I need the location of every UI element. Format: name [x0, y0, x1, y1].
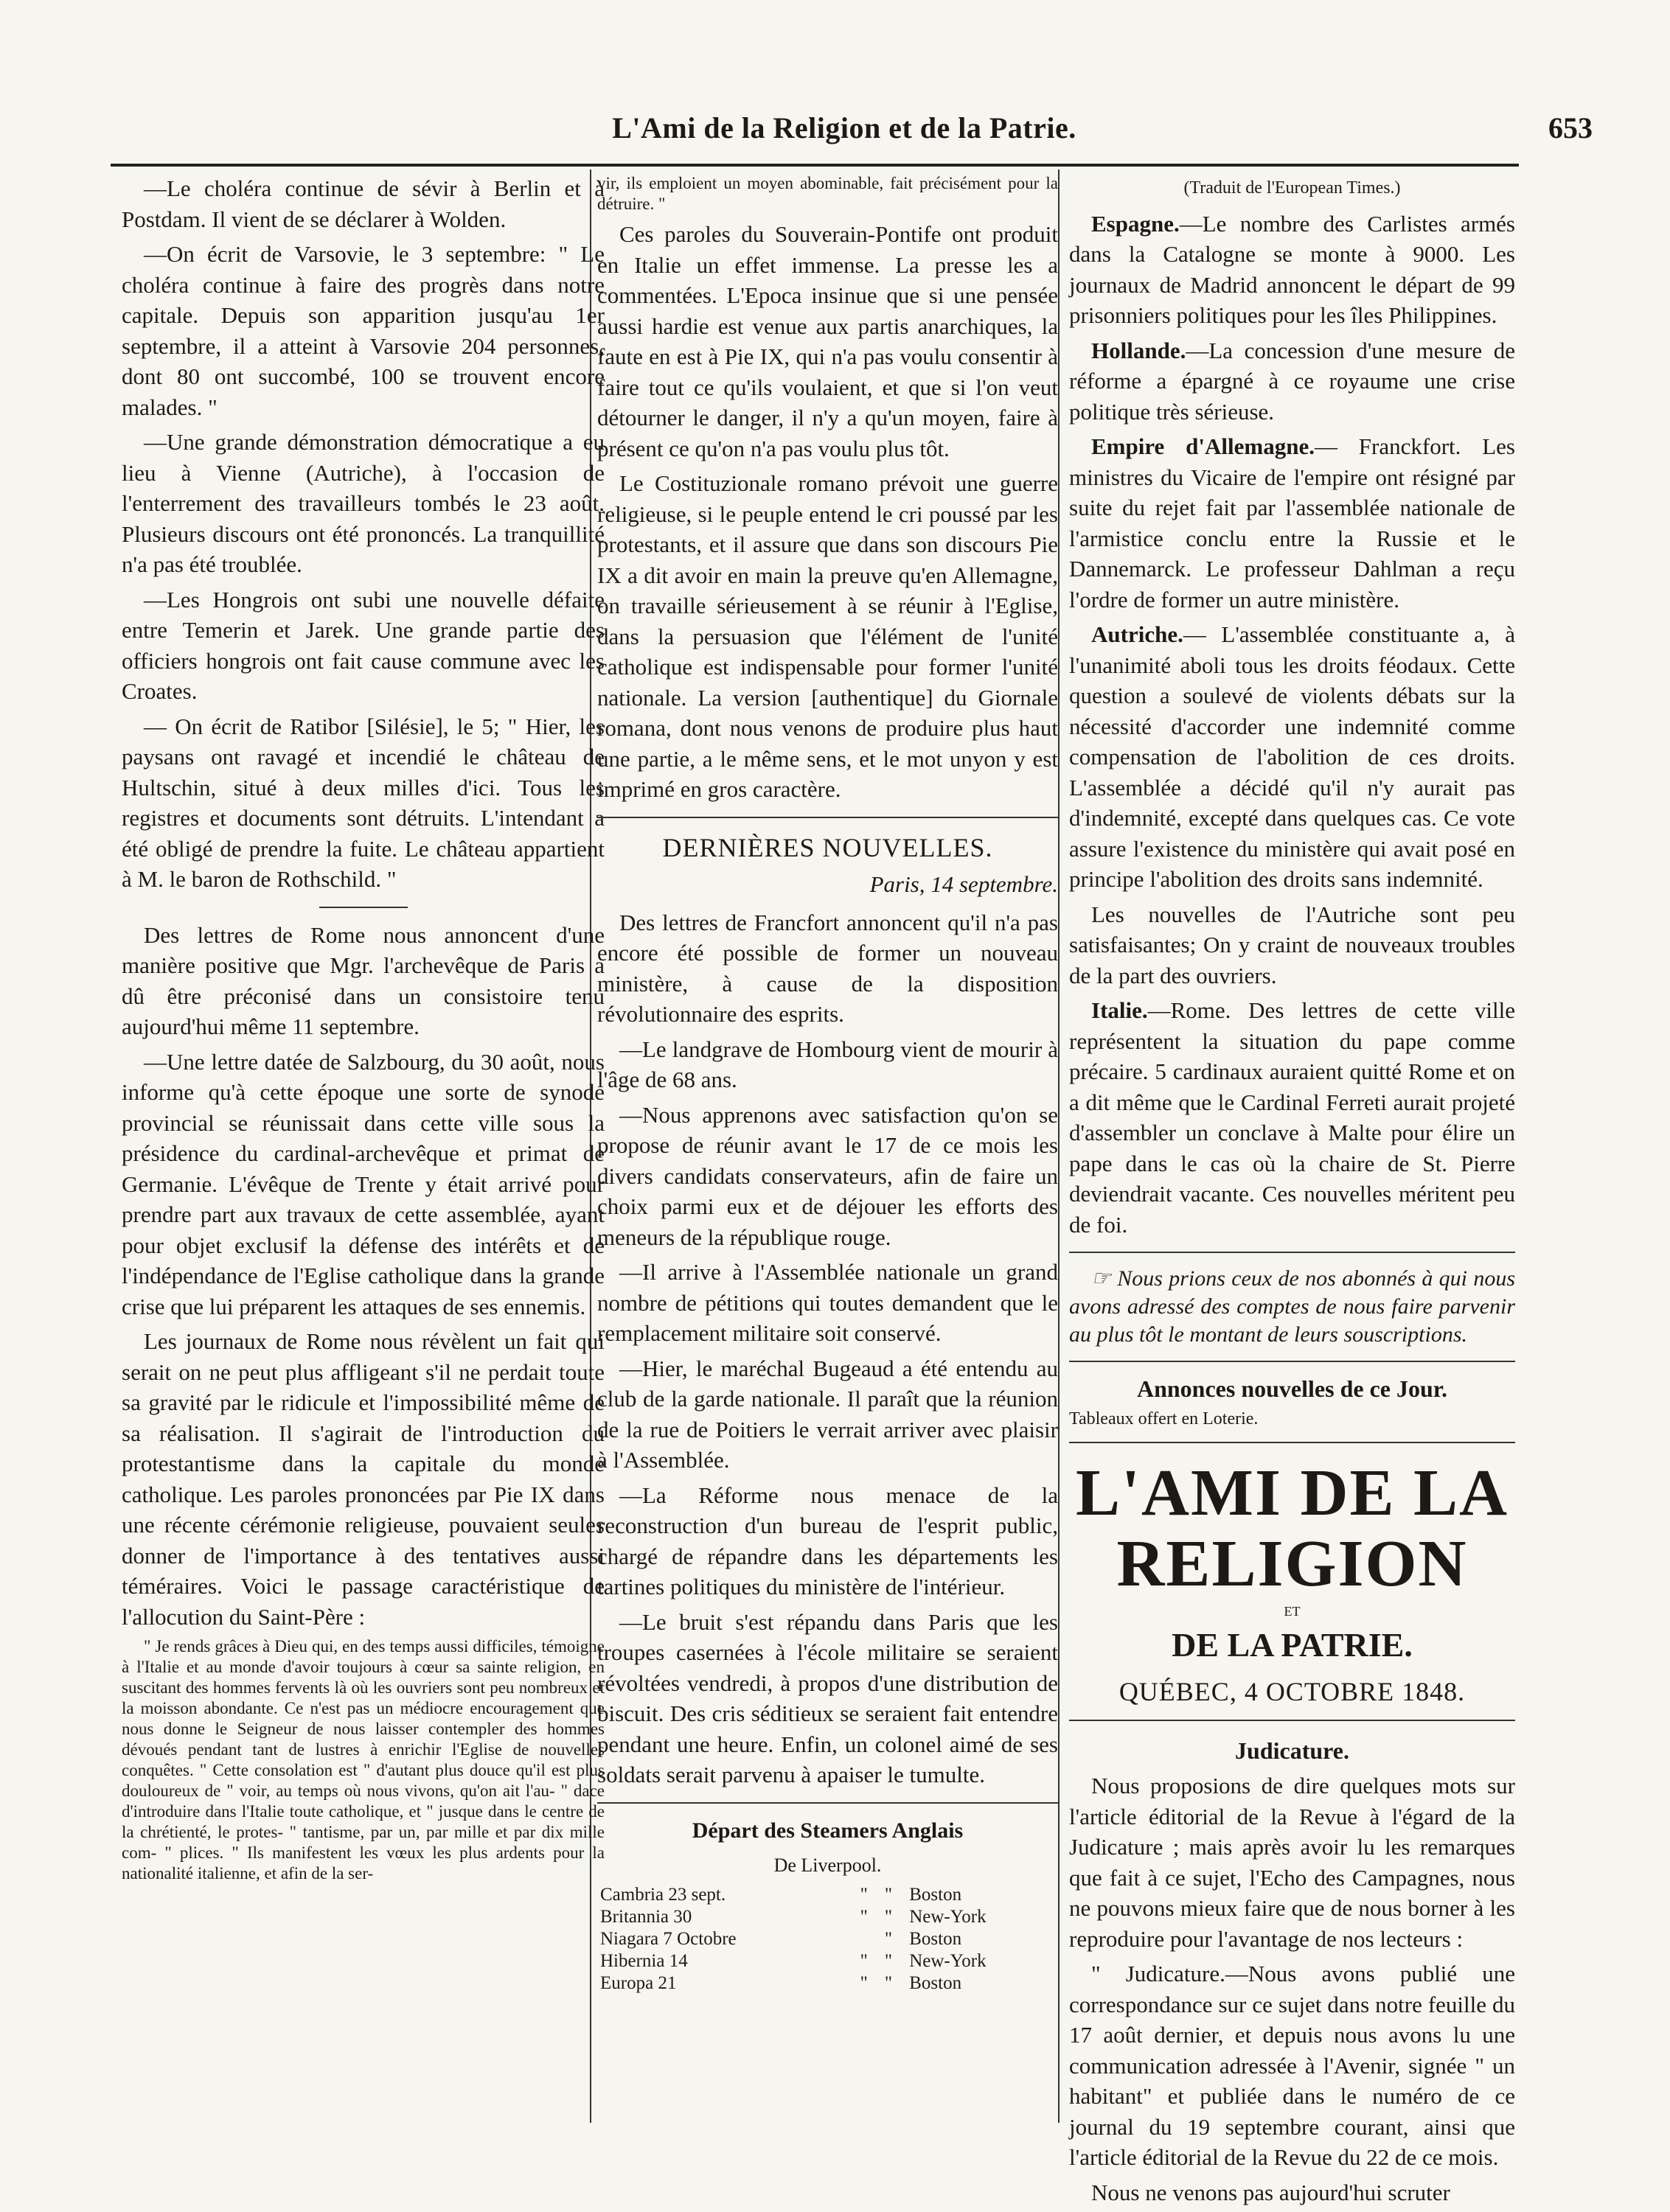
news-text: — Franckfort. Les ministres du Vicaire de l'empire ont résigné par suite du rejet fait par l'assemblée nationale de l'armistice conclu entre la Russie et le Dannemarck. Le professeur Dahlman a reçu l'ordre de former un autre ministère.: [1069, 433, 1515, 613]
source-note: (Traduit de l'European Times.): [1183, 178, 1401, 198]
steamer-mark2: ": [884, 1972, 893, 1993]
article-paragraph: Des lettres de Francfort annoncent qu'il n'a pas encore été possible de former un nouveau ministère, à cause de la disposition révolutionnaire des esprits.: [597, 909, 1058, 1027]
steamer-ship: Cambria 23 sept.: [600, 1884, 726, 1905]
article-paragraph: " Judicature.—Nous avons publié une correspondance sur ce sujet dans notre feuille du 17 août dernier, et depuis nous avons lu une communication adressée à l'Avenir, signée " un habitant" et publiée dans le numéro de ce journal du 19 septembre courant, ainsi que l'article éditorial de la Revue du 22 de ce mois.: [1069, 1961, 1515, 2170]
news-item: [1069, 335, 1515, 428]
running-title: L'Ami de la Religion et de la Patrie.: [612, 111, 1076, 144]
steamer-mark2: ": [884, 1884, 893, 1905]
article-paragraph: —La Réforme nous menace de la reconstruction d'un bureau de l'esprit public, chargé de répandre dans les départements les tartines politiques du ministère de l'intérieur.: [597, 1482, 1058, 1599]
steamer-ship: Europa 21: [600, 1972, 677, 1993]
news-item: [1069, 995, 1515, 1240]
page-number: 653: [1548, 111, 1593, 144]
divider: [319, 907, 408, 908]
steamer-mark1: ": [860, 1950, 868, 1971]
steamer-row: [597, 1928, 1058, 1950]
article-paragraph: —Le choléra continue de sévir à Berlin et à Postdam. Il vient de se déclarer à Wolden.: [122, 175, 605, 232]
section-title: Judicature.: [1235, 1737, 1349, 1764]
divider: [1069, 1361, 1515, 1362]
article-paragraph: Nous ne venons pas aujourd'hui scruter: [1091, 2179, 1450, 2205]
news-item: [1069, 619, 1515, 895]
divider: [597, 1802, 1058, 1804]
steamer-row: [597, 1972, 1058, 1995]
steamer-mark1: ": [860, 1906, 868, 1927]
masthead-conjunction: ET: [1284, 1603, 1301, 1619]
steamer-ship: Niagara 7 Octobre: [600, 1928, 737, 1949]
steamers-table: [597, 1884, 1058, 1995]
notice-text: Nous prions ceux de nos abonnés à qui nous avons adressé des comptes de nous faire parvenir au plus tôt le montant de leurs souscriptions.: [1069, 1266, 1515, 1347]
steamers-subtitle: De Liverpool.: [773, 1855, 882, 1876]
steamer-ship: Britannia 30: [600, 1906, 692, 1927]
article-paragraph: Ces paroles du Souverain-Pontife ont produit en Italie un effet immense. La presse les a commentées. L'Epoca insinue que si une pensée aussi hardie est venue aux partis anarchiques, la faute en est à Pie IX, qui n'a pas voulu consentir à faire tout ce qu'ils voulaient, et que si l'on veut détourner le danger, il n'y a qu'un moyen, faire à présent ce qu'on n'a pas voulu plus tôt.: [597, 221, 1058, 461]
country-heading: Espagne.: [1091, 210, 1180, 237]
subscriber-notice: [1069, 1265, 1515, 1349]
steamer-mark1: ": [860, 1972, 868, 1993]
news-text: —Rome. Des lettres de cette ville représentent la situation du pape comme précaire. 5 cardinaux auraient quitté Rome et on a dit même que le Cardinal Ferreti aurait projeté d'assembler un conclave à Malte pour élire un pape dans le cas où la chaire de St. Pierre deviendrait vacante. Ces nouvelles méritent peu de foi.: [1069, 997, 1515, 1238]
masthead-subtitle: DE LA PATRIE.: [1172, 1626, 1413, 1664]
announcement-item: Tableaux offert en Loterie.: [1069, 1409, 1259, 1428]
article-paragraph: Des lettres de Rome nous annoncent d'une manière positive que Mgr. l'archevêque de Paris a dû être préconisé dans un consistoire tenu aujourd'hui même 11 septembre.: [122, 921, 605, 1039]
divider: [1069, 1252, 1515, 1253]
article-paragraph: —Il arrive à l'Assemblée nationale un grand nombre de pétitions qui toutes demandent que le remplacement militaire soit conservé.: [597, 1259, 1058, 1346]
steamer-mark2: ": [884, 1950, 893, 1971]
article-paragraph: Les journaux de Rome nous révèlent un fait qui serait on ne peut plus affligeant s'il ne perdait toute sa gravité par le ridicule et l'impossibilité même de sa réalisation. Il s'agirait de l'introduction du protestantisme dans la capitale du monde catholique. Les paroles prononcées par Pie IX dans une récente cérémonie religieuse, pouvaient seules donner de l'importance à des tentatives aussi téméraires. Voici le passage caractéristique de l'allocution du Saint-Père :: [122, 1328, 605, 1630]
article-paragraph: —Les Hongrois ont subi une nouvelle défaite entre Temerin et Jarek. Une grande partie des officiers hongrois ont fait cause commune avec les Croates.: [122, 586, 605, 704]
news-text: — L'assemblée constituante a, à l'unanimité aboli tous les droits féodaux. Cette question a soulevé de violents débats sur la nécessité d'accorder une indemnité comme compensation de l'abolition de ces droits. L'assemblée a décidé qu'il n'y aurait pas d'indemnité, excepté dans quelques cas. Ce vote assure l'existence du ministère qui avait posé en principe l'abolition des droits sans indemnité.: [1069, 621, 1515, 892]
header-rule: [111, 164, 1519, 167]
steamer-mark1: [857, 1928, 882, 1950]
article-paragraph: Le Costituzionale romano prévoit une guerre religieuse, si le peuple entend le cri poussé par les protestants, et il assure que dans son discours Pie IX a dit avoir en main la preuve qu'en Allemagne, on travaille sérieusement à se réunir à l'Eglise, dans la persuasion que l'élément de l'unité catholique est indispensable pour former l'unité nationale. La version [authentique] du Giornale romana, dont nous venons de produire plus haut une partie, a le même sens, et le mot unyon y est imprimé en gros caractère.: [597, 470, 1058, 802]
steamers-title: Départ des Steamers Anglais: [692, 1818, 964, 1843]
country-heading: Autriche.: [1091, 621, 1183, 647]
section-title: DERNIÈRES NOUVELLES.: [662, 832, 993, 862]
quotation-end: vir, ils emploient un moyen abominable, fait précisément pour la détruire. ": [597, 174, 1058, 213]
article-paragraph: —Le landgrave de Hombourg vient de mourir à l'âge de 68 ans.: [597, 1036, 1058, 1092]
steamer-mark2: ": [884, 1928, 893, 1949]
divider: [1069, 1442, 1515, 1443]
column-3: [1069, 173, 1515, 2212]
steamer-row: [597, 1950, 1058, 1972]
steamer-dest: Boston: [909, 1972, 962, 1993]
article-paragraph: —Le bruit s'est répandu dans Paris que les troupes casernées à l'école militaire se seraient révoltées vendredi, à propos d'une distribution de biscuit. Des cris séditieux se seraient fait entendre pendant une heure. Enfin, un colonel aimé de ses soldats serait parvenu à apaiser le tumulte.: [597, 1608, 1058, 1787]
article-paragraph: Nous proposions de dire quelques mots sur l'article éditorial de la Revue à l'égard de la Judicature ; mais après avoir lu les remarques que fait à ce sujet, l'Echo des Campagnes, nous ne pouvons mieux faire que de nous borner à les reproduire pour l'avantage de nos lecteurs :: [1069, 1773, 1515, 1952]
steamer-row: [597, 1884, 1058, 1906]
country-heading: Italie.: [1091, 997, 1148, 1023]
article-paragraph: Les nouvelles de l'Autriche sont peu satisfaisantes; On y craint de nouveaux troubles de la part des ouvriers.: [1069, 901, 1515, 988]
article-paragraph: —Une grande démonstration démocratique a eu lieu à Vienne (Autriche), à l'occasion de l'enterrement des travailleurs tombés le 23 août. Plusieurs discours ont été prononcés. La tranquillité n'a pas été troublée.: [122, 429, 605, 577]
quotation: " Je rends grâces à Dieu qui, en des temps aussi difficiles, témoigne à l'Italie et au monde d'avoir toujours à cœur sa sainte religion, en suscitant des hommes fervents là où les ouvriers sont peu nombreux et la moisson abondante. Ce n'est pas un médiocre encouragement que nous donne le Seigneur de nous laisser contempler des hommes dévoués pendant tant de lustres à enrichir l'Eglise de nouvelles conquêtes. " Cette consolation est " d'autant plus douce qu'il est plus douloureux de " voir, au temps où nous vivons, qu'on ait l'au- " dace d'introduire dans l'Italie toute catholique, et " jusque dans le centre de la chrétienté, le protes- " tantisme, par un, par mille et par dix mille com- " plices. " Ils manifestent les vœux les plus ardents pour la nationalité italienne, et afin de la ser-: [122, 1637, 605, 1883]
article-paragraph: —On écrit de Varsovie, le 3 septembre: " Le choléra continue à faire des progrès dans notre capitale. Depuis son apparition jusqu'au 1er septembre, il a atteint à Varsovie 204 personnes, dont 80 ont succombé, 100 se trouvent encore malades. ": [122, 241, 605, 420]
page-header: [96, 111, 1593, 162]
masthead-title: L'AMI DE LA RELIGION: [1075, 1456, 1509, 1600]
news-item: [1069, 431, 1515, 615]
edition-date: QUÉBEC, 4 OCTOBRE 1848.: [1118, 1677, 1466, 1706]
news-text: —La concession d'une mesure de réforme a épargné à ce royaume une crise politique très sérieuse.: [1069, 337, 1515, 425]
country-heading: Hollande.: [1091, 337, 1186, 363]
divider: [597, 817, 1058, 818]
steamer-mark1: ": [860, 1884, 868, 1905]
steamer-dest: Boston: [909, 1884, 962, 1905]
announcements-title: Annonces nouvelles de ce Jour.: [1136, 1375, 1448, 1402]
article-paragraph: —Nous apprenons avec satisfaction qu'on se propose de réunir avant le 17 de ce mois les divers candidats conservateurs, afin de faire un choix parmi eux et de déjouer les efforts des meneurs de la république rouge.: [597, 1101, 1058, 1250]
steamer-mark2: ": [884, 1906, 893, 1927]
divider: [1069, 1720, 1515, 1721]
steamer-ship: Hibernia 14: [600, 1950, 688, 1971]
steamer-dest: New-York: [909, 1950, 987, 1971]
column-2: [597, 173, 1058, 1995]
country-heading: Empire d'Allemagne.: [1091, 433, 1315, 459]
dateline: Paris, 14 septembre.: [869, 871, 1058, 897]
article-paragraph: — On écrit de Ratibor [Silésie], le 5; " Hier, les paysans ont ravagé et incendié le château de Hultschin, situé à deux milles d'ici. Tous les registres et documents sont détruits. L'intendant a été obligé de prendre la fuite. Le château appartient à M. le baron de Rothschild. ": [122, 713, 605, 892]
news-item: [1069, 209, 1515, 331]
column-1: [122, 173, 605, 1888]
steamer-dest: New-York: [909, 1906, 987, 1927]
article-paragraph: —Une lettre datée de Salzbourg, du 30 août, nous informe qu'à cette époque une sorte de synode provincial se réunissait dans cette ville sous la présidence du cardinal-archevêque et primat de Germanie. L'évêque de Trente y était arrivé pour prendre part aux travaux de cette assemblée, ayant pour objet exclusif la défense des intérêts et de l'indépendance de l'Eglise catholique dans la grande crise que lui préparent les attaques de ses ennemis.: [122, 1048, 605, 1319]
news-text: —Le nombre des Carlistes armés dans la Catalogne se monte à 9000. Les journaux de Madrid annoncent le départ de 99 prisonniers politiques pour les îles Philippines.: [1069, 210, 1515, 328]
pointing-hand-icon: ☞: [1091, 1266, 1111, 1291]
article-paragraph: —Hier, le maréchal Bugeaud a été entendu au club de la garde nationale. Il paraît que la réunion de la rue de Poitiers le verrait arriver avec plaisir à l'Assemblée.: [597, 1355, 1058, 1473]
steamer-row: [597, 1906, 1058, 1928]
steamer-dest: Boston: [909, 1928, 962, 1949]
column-separator: [1058, 170, 1060, 2123]
